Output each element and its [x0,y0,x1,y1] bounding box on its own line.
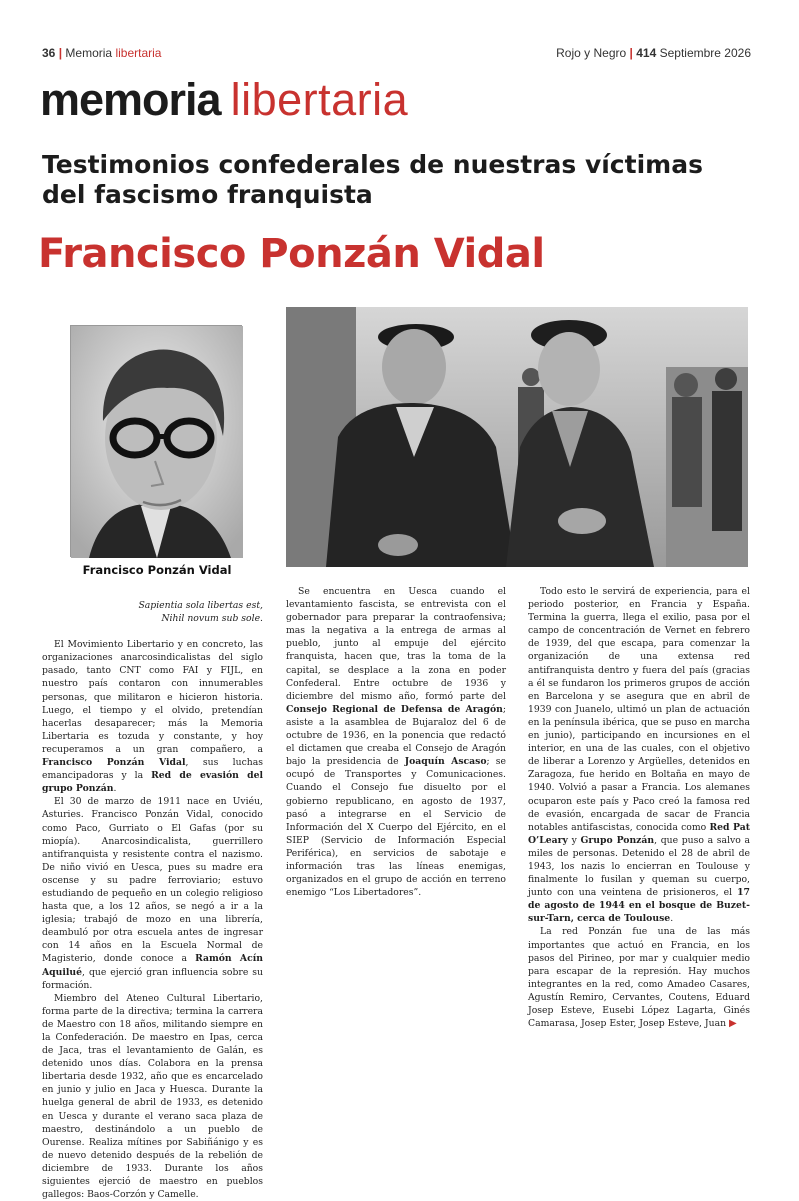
epigraph-line-1: Sapientia sola libertas est, [138,600,263,611]
page-number: 36 [42,46,56,60]
publication-name: Rojo y Negro [556,46,627,60]
text-run: y [567,834,581,846]
page-header-right [556,46,751,64]
page-header-left [42,46,161,64]
bold-name: Ramón Acín Aquilué [42,953,263,978]
separator: | [629,46,633,60]
article-column-1 [42,585,263,1201]
issue-date: Septiembre 2026 [659,46,751,60]
text-run: , que ejerció gran influencia sobre su formación. [42,966,263,991]
bold-name: Grupo Ponzán [580,834,655,846]
bold-name: Francisco Ponzán Vidal [42,757,186,769]
paragraph-1 [42,638,263,795]
bold-name: Consejo Regional de Defensa de Aragón [286,703,503,715]
portrait-photo [70,325,242,557]
paragraph-4 [286,585,506,899]
paragraph-2 [42,795,263,991]
text-run: El 30 de marzo de 1911 nace en Uviéu, Asturies. Francisco Ponzán Vidal, conocido como Paco, Gurriato o El Gafas (por su miopía). Anarcosindicalista, guerrillero antifranquista y resistente contra el nazismo. De niño vivió en Uesca, pues su madre era oscense y su padre ferroviario; estuvo estudiando de pequeño en un colegio religioso hasta que, a los 12 años, se negó a ir a la iglesia; trabajó de mozo en una librería, deambuló por otra escuela antes de ingresar con 14 años en la Escuela Normal de Magisterio, donde conoce a [42,796,263,965]
masthead-word-libertaria: libertaria [230,74,409,125]
paragraph-6 [528,925,750,1030]
text-run: , sus luchas emancipadoras y la [42,757,264,782]
text-run: ; se ocupó de Transportes y Comunicaciones. Cuando el Consejo fue disuelto por el gobierno republicano, en agosto de 1937, pasó a integrarse en el Servicio de Información del X Cuerpo del Ejército, en el SIEP (Servicio de Información Especial Periférica), en servicios de sabotaje e información tras las líneas enemigas, organizados en el grupo de acción en terreno enemigo “Los Libertadores”. [286,756,506,899]
group-photo [286,307,748,567]
section-name: Memoria [65,46,113,60]
bold-name: Red Pat O’Leary [528,821,750,846]
article-subtitle: Testimonios confederales de nuestras víctimas del fascismo franquista [42,150,703,209]
article-column-2 [286,585,506,899]
text-run: ; asiste a la asamblea de Bujaraloz del 6 de octubre de 1936, en la ponencia que redactó el dictamen que creaba el Consejo de Aragón bajo la presidencia de [286,703,506,768]
article-title: Francisco Ponzán Vidal [38,231,545,277]
epigraph-line-2: Nihil novum sub sole. [161,613,263,625]
separator: | [58,46,63,60]
paragraph-3: Miembro del Ateneo Cultural Libertario, forma parte de la directiva; termina la carrera de Maestro con 18 años, militando siempre en la Confederación. De maestro en Ipas, cerca de Jaca, tras el levantamiento de Galán, es detenido unos días. Colabora en la prensa libertaria desde 1932, año que es encarcelado en junio y julio en Jaca y Huesca. Durante la huelga general de abril de 1933, es detenido en Uesca y durante el verano saca plaza de maestro, destinándolo a un pueblo de Ourense. Realiza mítines por Sabiñánigo y es de nuevo detenido después de la rebelión de diciembre de 1933. Durante los años siguientes ejerció de maestro en pueblos gallegos: Baos-Corzón y Camelle. [42,992,263,1201]
text-run: , que puso a salvo a miles de personas. Detenido el 28 de abril de 1943, los nazis lo encierran en Toulouse y finalmente lo fusilan y queman su cuerpo, junto con una veintena de prisioneros, el [528,834,750,899]
text-run: Todo esto le servirá de experiencia, para el periodo posterior, en Francia y España. Termina la guerra, llega el exilio, pasa por el campo de concentración de Vernet en febrero de 1939, del que escapa, para comenzar la organización de una extensa red antifranquista dentro y fuera del país (gracias a él se fundaron los primeros grupos de acción en Barcelona y se asegura que en abril de 1939 con Juanelo, ultimó un plan de actuación en la península ibérica, que se puso en marcha en junio), participando en incursiones en el interior, en una de las cuales, con el objetivo de liberar a Lorenzo y Argüelles, detenidos en Zaragoza, fue herido en Boltaña en mayo de 1940. Volvió a pasar a Francia. Los alemanes ocuparon este país y Paco creó la famosa red de evasión, encargada de sacar de Francia notables antifascistas, conocida como [528,586,750,833]
text-run: . [113,783,117,795]
text-run: El Movimiento Libertario y en concreto, las organizaciones anarcosindicalistas del siglo pasado, tanto CNT como FAI y FIJL, en nuestro país contaron con innumerables personas, que militaron e hicieron historia. Luego, el tiempo y el olvido, pretendían hacerlas desaparecer; más la Memoria Libertaria es tozuda y constante, y hoy recuperamos a un gran compañero, a [42,639,263,755]
masthead-word-memoria: memoria [40,74,221,125]
section-accent: libertaria [115,46,162,60]
continue-arrow-icon: ▶ [729,1018,737,1030]
text-run: . [670,913,674,925]
article-column-3 [528,585,750,1030]
paragraph-5 [528,585,750,925]
section-masthead [40,74,408,126]
text-run: La red Ponzán fue una de las más importantes que actuó en Francia, en los pasos del Pirineo, por mar y cualquier medio para escapar de la represión. Hay muchos integrantes en la red, como Amadeo Casares, Agustín Remiro, Cervantes, Coutens, Eduard Josep Esteve, Eusebi López Lagarta, Ginés Camarasa, Josep Ester, Josep Esteve, Juan [528,926,750,1030]
issue-number: 414 [636,46,657,60]
epigraph [42,599,263,625]
bold-date: 17 de agosto de 1944 en el bosque de Buzet-sur-Tarn, cerca de Toulouse [528,887,750,925]
portrait-caption: Francisco Ponzán Vidal [82,563,232,577]
bold-name: Joaquín Ascaso [404,756,487,768]
bold-name: Red de evasión del grupo Ponzán [42,770,263,795]
text-run: Se encuentra en Uesca cuando el levantamiento fascista, se entrevista con el gobernador para preparar la contraofensiva; mas la negativa a la entrega de armas al pueblo, junto al empuje del ejército franquista, hacen que, tras la toma de la capital, se desplace a la zona en poder Confederal. Entre octubre de 1936 y diciembre del mismo año, formó parte del [286,586,506,702]
